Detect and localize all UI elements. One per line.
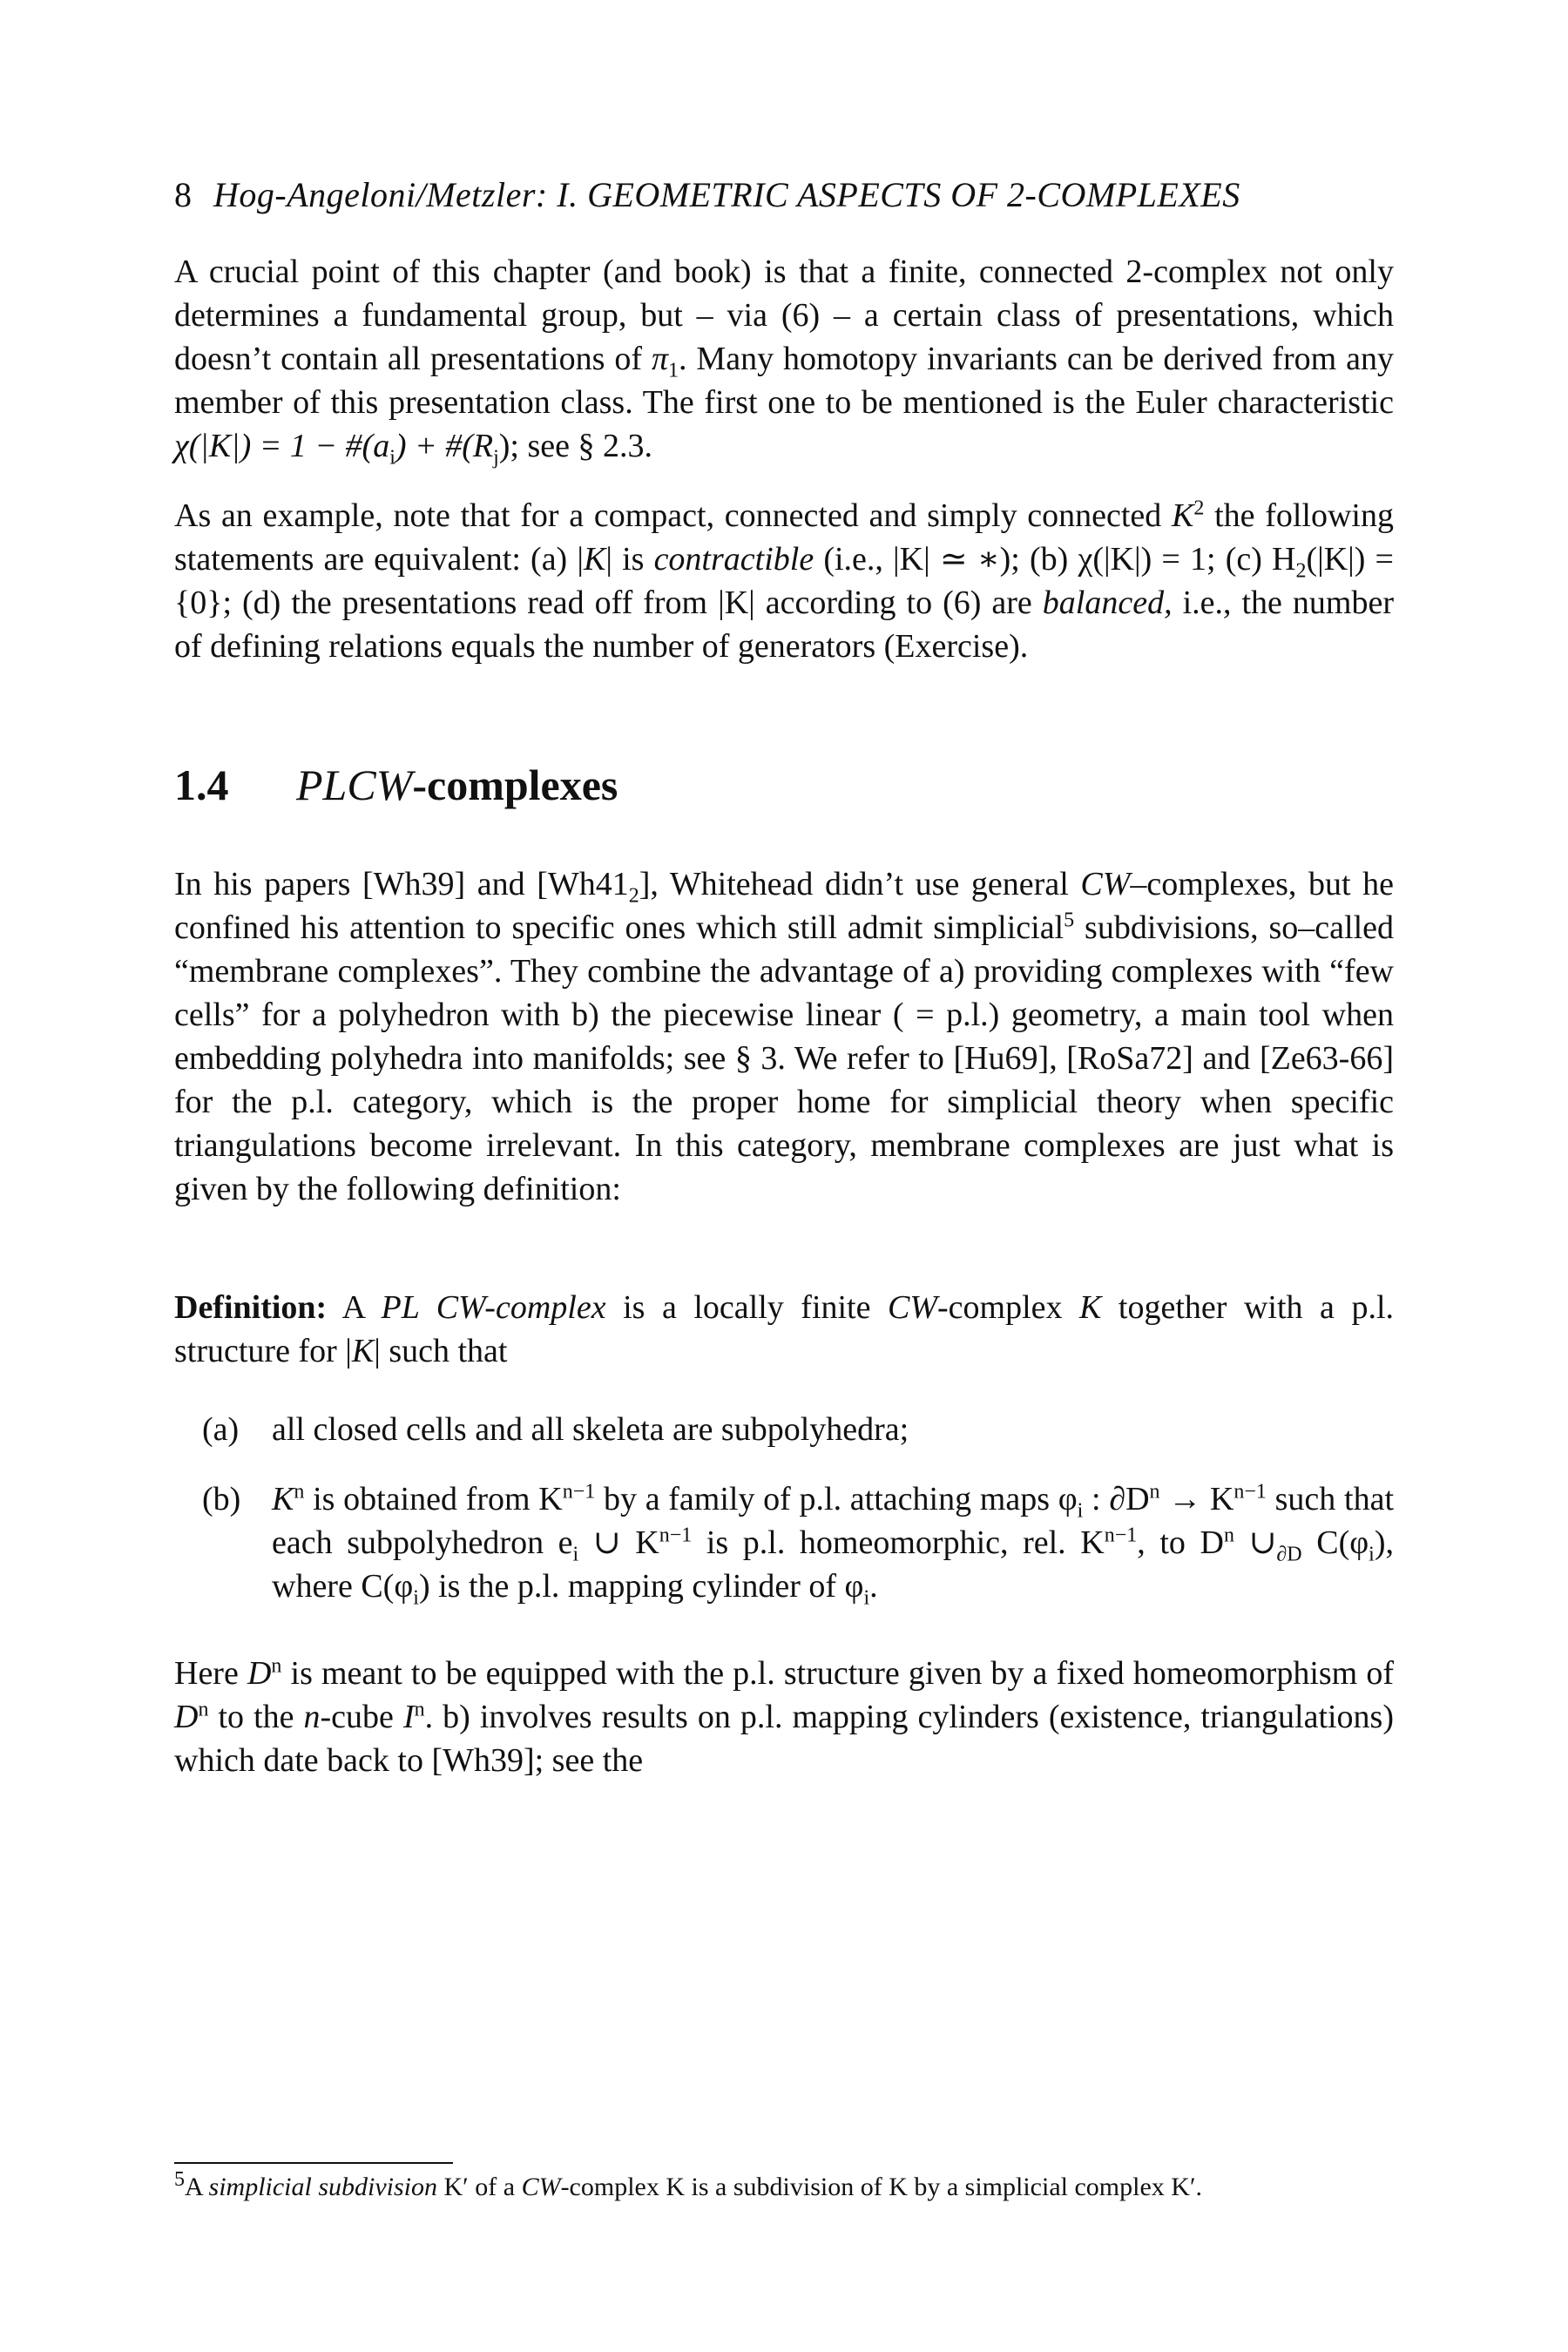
math-sup: n−1 bbox=[1233, 1480, 1267, 1504]
math-sup: n bbox=[198, 1698, 209, 1721]
text: (i.e., |K| ≃ ∗); (b) χ(|K|) = 1; (c) H bbox=[814, 541, 1296, 578]
definition-item-b bbox=[202, 1477, 1394, 1608]
text: . bbox=[869, 1568, 878, 1605]
math-sub: i bbox=[863, 1586, 870, 1610]
text: C(φ bbox=[1301, 1524, 1369, 1561]
definition-label: Definition: bbox=[174, 1289, 328, 1326]
text: . Many homotopy invariants can be derived from any member of this presentation class. The first one to be mentioned is the Euler characteristic bbox=[174, 341, 1394, 421]
text: to the bbox=[208, 1699, 304, 1735]
text: ], Whitehead didn’t use general bbox=[639, 866, 1081, 902]
item-text bbox=[272, 1477, 1394, 1608]
text: the following statements are equivalent: (a) | bbox=[174, 497, 1394, 578]
math-sup: 2 bbox=[1193, 497, 1205, 520]
section-title-rest: -complexes bbox=[412, 760, 618, 809]
footnote-term: simplicial subdivision bbox=[208, 2173, 438, 2201]
text: A bbox=[327, 1289, 382, 1326]
math-sup: n bbox=[271, 1654, 282, 1678]
paragraph-intro bbox=[174, 250, 1394, 468]
item-label: (b) bbox=[202, 1481, 241, 1517]
text: together with a p.l. structure for | bbox=[174, 1289, 1394, 1369]
text: subdivisions, so–called “membrane complexes”. They combine the advantage of a) providing complexes with “few cells” for a polyhedron with b) the piecewise linear ( = p.l.) geometry, a main tool when embedding polyhedra into manifolds; see § 3. We refer to [Hu69], [RoSa72] and [Ze63-66] for the p.l. category, which is the proper home for simplicial theory when specific triangulations become irrelevant. In this category, membrane complexes are just what is given by the following definition: bbox=[174, 909, 1394, 1207]
math-i: I bbox=[402, 1699, 415, 1735]
page-body bbox=[174, 174, 1394, 1782]
math-sup: n−1 bbox=[562, 1480, 596, 1504]
math-k: K bbox=[583, 541, 606, 578]
math-cw: CW bbox=[1080, 866, 1131, 902]
math: K bbox=[272, 1481, 294, 1517]
text: ) is the p.l. mapping cylinder of φ bbox=[418, 1568, 864, 1605]
text: -complex bbox=[937, 1289, 1080, 1326]
page-number: 8 bbox=[174, 175, 193, 214]
math-k: K bbox=[1172, 497, 1194, 534]
math-sub: 2 bbox=[1295, 559, 1307, 583]
math-sub: i bbox=[413, 1586, 419, 1610]
math-sub: 1 bbox=[667, 359, 679, 382]
paragraph-dn bbox=[174, 1652, 1394, 1782]
math-sup: n bbox=[1149, 1480, 1160, 1504]
definition-statement bbox=[174, 1286, 1394, 1373]
math-sub: j bbox=[493, 446, 499, 470]
text: by a family of p.l. attaching maps φ bbox=[595, 1481, 1078, 1517]
section-title-italic: PLCW bbox=[296, 760, 413, 809]
running-head bbox=[174, 174, 1394, 215]
definition-term: PL CW-complex bbox=[381, 1289, 606, 1326]
emph-balanced: balanced, bbox=[1042, 585, 1173, 621]
math-sub: i bbox=[1077, 1499, 1084, 1523]
math-sup: n−1 bbox=[1104, 1524, 1138, 1547]
math-d: D bbox=[247, 1655, 272, 1692]
running-title: Hog-Angeloni/Metzler: I. GEOMETRIC ASPECTS OF 2-COMPLEXES bbox=[213, 175, 1240, 214]
section-heading bbox=[174, 760, 1394, 810]
text: (|K|) = {0}; (d) the presentations read off from |K| according to (6) are bbox=[174, 541, 1394, 621]
math-sup: n bbox=[1223, 1524, 1234, 1547]
footnote-mark: 5 bbox=[174, 2168, 185, 2191]
math-cw: CW bbox=[521, 2173, 561, 2201]
footnote-marker[interactable]: 5 bbox=[1064, 909, 1075, 932]
item-text: all closed cells and all skeleta are subpolyhedra; bbox=[272, 1411, 909, 1448]
definition-items bbox=[174, 1408, 1394, 1608]
text: Here bbox=[174, 1655, 247, 1692]
text: | such that bbox=[374, 1333, 508, 1369]
section-number: 1.4 bbox=[174, 760, 229, 809]
math-k: K bbox=[351, 1333, 375, 1369]
math-d: D bbox=[174, 1699, 199, 1735]
math-k: K bbox=[1079, 1289, 1102, 1326]
text: –complexes, but he confined his attention to specific ones which still admit simplicial bbox=[174, 866, 1394, 946]
footnote-rule bbox=[174, 2162, 453, 2164]
math-sub: i bbox=[1369, 1543, 1375, 1566]
math-euler: χ(|K|) = 1 − #(a bbox=[174, 428, 390, 464]
text: A crucial point of this chapter (and book) is that a finite, connected 2-complex not only determines a fundamental group, but – via (6) – a certain class of presentations, which doesn’t contain all presentations of bbox=[174, 253, 1394, 377]
math-sub: ∂D bbox=[1276, 1543, 1302, 1566]
math-sub: 2 bbox=[628, 884, 639, 908]
text: In his papers [Wh39] and [Wh41 bbox=[174, 866, 629, 902]
text: is meant to be equipped with the p.l. structure given by a fixed homeomorphism of bbox=[281, 1655, 1394, 1692]
text: As an example, note that for a compact, connected and simply connected bbox=[174, 497, 1173, 534]
definition-item-a bbox=[202, 1408, 1394, 1451]
text: | is bbox=[605, 541, 654, 578]
item-label: (a) bbox=[202, 1411, 240, 1448]
text: ), where C(φ bbox=[272, 1524, 1394, 1605]
text: A bbox=[185, 2173, 209, 2201]
text: ∪ bbox=[1233, 1524, 1277, 1561]
footnote bbox=[174, 2169, 1394, 2206]
text: is p.l. homeomorphic, rel. K bbox=[692, 1524, 1105, 1561]
text: -cube bbox=[320, 1699, 403, 1735]
math-sup: n−1 bbox=[659, 1524, 693, 1547]
paragraph-example bbox=[174, 494, 1394, 668]
text: ∪ K bbox=[578, 1524, 659, 1561]
math-pi: π bbox=[651, 341, 668, 377]
math-sub: i bbox=[572, 1543, 579, 1566]
emph-contractible: contractible bbox=[653, 541, 814, 578]
math-sub: i bbox=[389, 446, 395, 470]
text: see § 2.3. bbox=[518, 428, 652, 464]
math-cw: CW bbox=[888, 1289, 938, 1326]
text: . b) involves results on p.l. mapping cylinders (existence, triangulations) which date back to [Wh39]; see the bbox=[174, 1699, 1394, 1779]
text: ); bbox=[498, 428, 519, 464]
math-sup: n bbox=[294, 1480, 305, 1504]
text: i.e., the number of defining relations equals the number of generators (Exercise). bbox=[174, 585, 1394, 665]
text: : ∂D bbox=[1083, 1481, 1150, 1517]
text: is a locally finite bbox=[605, 1289, 889, 1326]
text: -complex K is a subdivision of K by a simplicial complex K′. bbox=[560, 2173, 1203, 2201]
text: → K bbox=[1159, 1481, 1234, 1517]
definition-block bbox=[174, 1286, 1394, 1608]
text: K′ of a bbox=[437, 2173, 522, 2201]
text: , to D bbox=[1137, 1524, 1224, 1561]
text: such that each subpolyhedron e bbox=[272, 1481, 1394, 1561]
math-sup: n bbox=[414, 1698, 425, 1721]
math-n: n bbox=[303, 1699, 321, 1735]
paragraph-whitehead bbox=[174, 862, 1394, 1211]
math-euler: ) + #(R bbox=[395, 428, 494, 464]
text: is obtained from K bbox=[304, 1481, 563, 1517]
